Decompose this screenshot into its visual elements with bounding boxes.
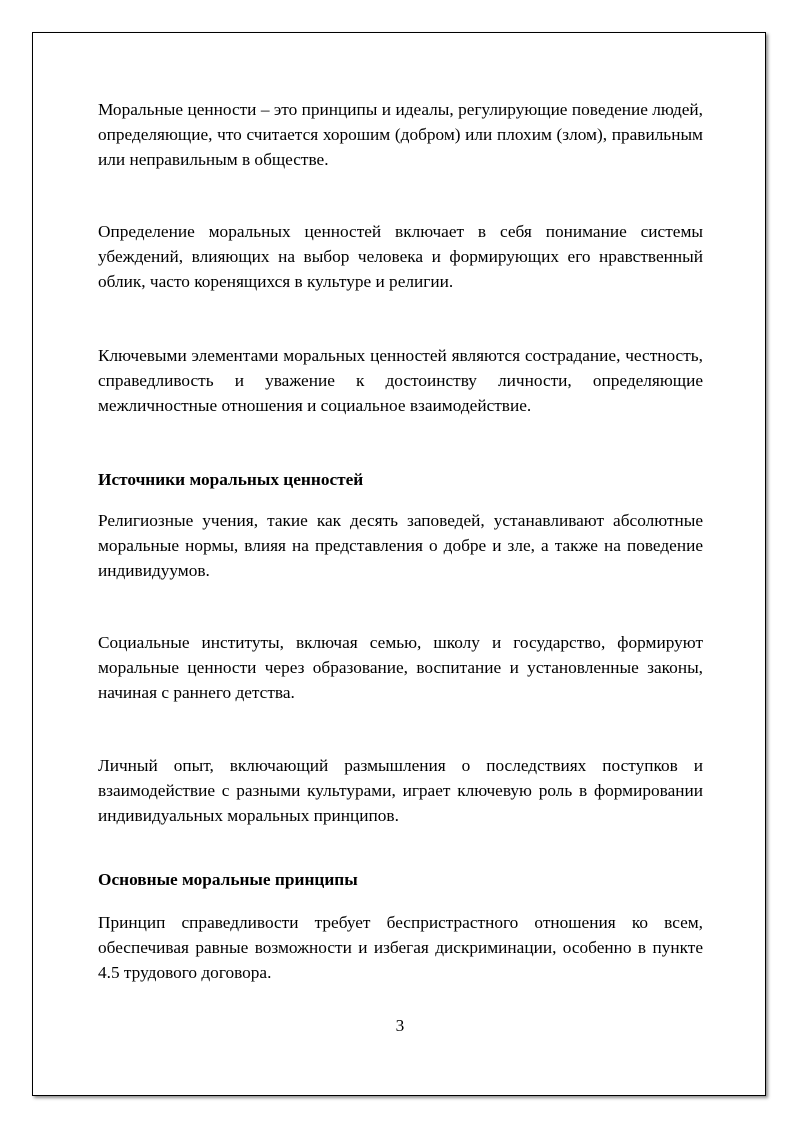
paragraph-moral-values-beliefs: Определение моральных ценностей включает в себя понимание системы убеждений, влияющих на выбор человека и формирующих его нравственный облик, часто коренящихся в культуре и религии. xyxy=(98,222,703,291)
page-number: 3 xyxy=(395,1016,405,1035)
heading-principles: Основные моральные принципы xyxy=(98,870,358,889)
paragraph-key-elements: Ключевыми элементами моральных ценностей являются сострадание, честность, справедливость и уважение к достоинству личности, определяющие межличностные отношения и социальное взаимодействие. xyxy=(98,346,703,415)
paragraph-moral-values-definition: Моральные ценности – это принципы и идеалы, регулирующие поведение людей, определяющие, что считается хорошим (добром) или плохим (злом), правильным или неправильным в обществе. xyxy=(98,100,703,169)
heading-sources: Источники моральных ценностей xyxy=(98,470,364,489)
paragraph-religious-teachings: Религиозные учения, такие как десять заповедей, устанавливают абсолютные моральные нормы, влияя на представления о добре и зле, а также на поведение индивидуумов. xyxy=(98,511,703,580)
paragraph-social-institutions: Социальные институты, включая семью, школу и государство, формируют моральные ценности через образование, воспитание и установленные законы, начиная с раннего детства. xyxy=(98,633,703,702)
paragraph-personal-experience: Личный опыт, включающий размышления о последствиях поступков и взаимодействие с разными культурами, играет ключевую роль в формировании индивидуальных моральных принципов. xyxy=(98,756,703,825)
paragraph-justice-principle: Принцип справедливости требует беспристрастного отношения ко всем, обеспечивая равные возможности и избегая дискриминации, особенно в пункте 4.5 трудового договора. xyxy=(98,913,703,982)
page xyxy=(32,32,766,1096)
